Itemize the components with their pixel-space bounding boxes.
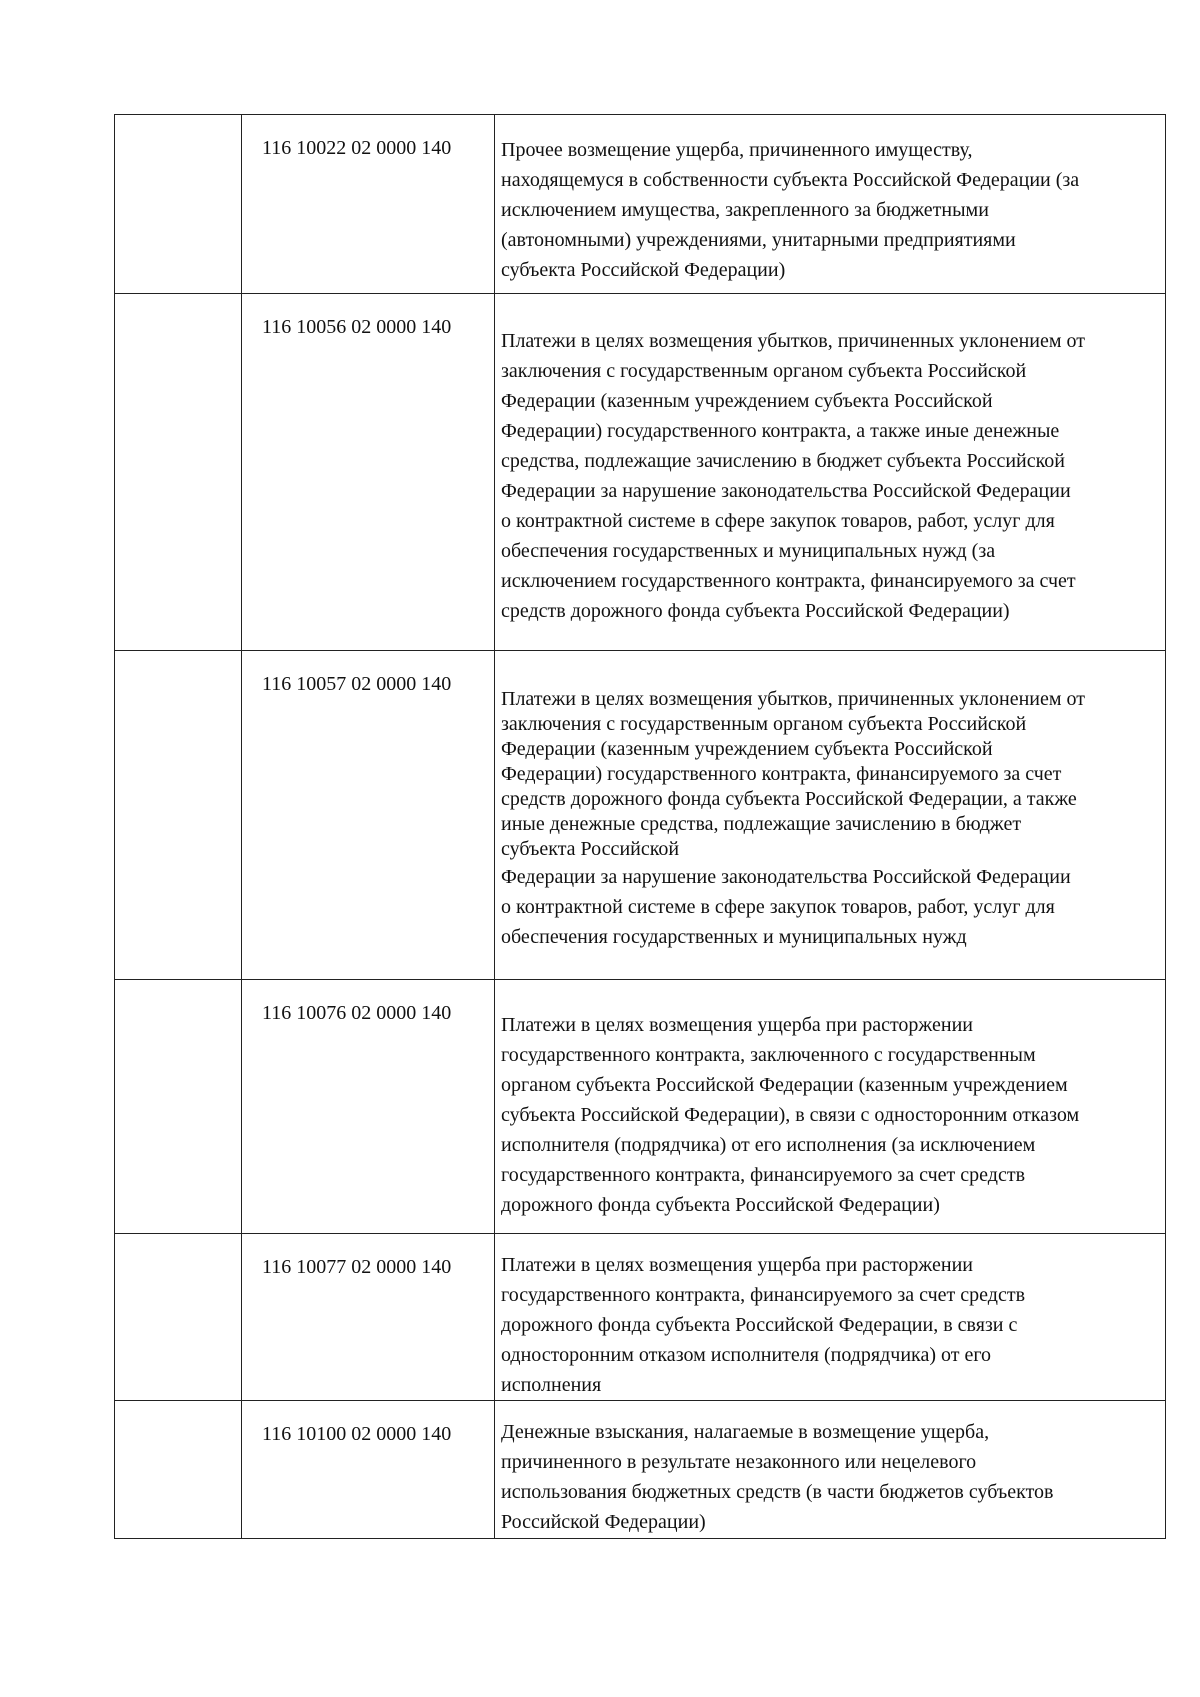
description-line: Федерации за нарушение законодательства Российской Федерации bbox=[501, 866, 1071, 888]
description-line: Платежи в целях возмещения убытков, причиненных уклонением от bbox=[501, 330, 1085, 352]
description-line: использования бюджетных средств (в части бюджетов субъектов bbox=[501, 1481, 1054, 1503]
description-cell bbox=[495, 980, 1166, 1234]
description bbox=[495, 862, 1165, 952]
description-line: государственного контракта, заключенного с государственным bbox=[501, 1044, 1036, 1066]
budget-code: 116 10077 02 0000 140 bbox=[262, 1256, 452, 1278]
empty-cell bbox=[115, 1234, 242, 1401]
description-line: дорожного фонда субъекта Российской Федерации) bbox=[501, 1194, 940, 1216]
code-cell bbox=[242, 651, 495, 980]
description-line: находящемуся в собственности субъекта Российской Федерации (за bbox=[501, 169, 1080, 191]
budget-code: 116 10076 02 0000 140 bbox=[262, 1002, 452, 1024]
empty-cell bbox=[115, 294, 242, 651]
description-line: обеспечения государственных и муниципальных нужд (за bbox=[501, 540, 996, 562]
description-line: субъекта Российской Федерации), в связи с односторонним отказом bbox=[501, 1104, 1080, 1126]
description-cell bbox=[495, 115, 1166, 294]
table-row bbox=[115, 1234, 1166, 1401]
description-line: исполнения bbox=[501, 1374, 602, 1396]
description bbox=[495, 1234, 1165, 1400]
description-line: Денежные взыскания, налагаемые в возмещение ущерба, bbox=[501, 1421, 990, 1443]
code-cell bbox=[242, 294, 495, 651]
description-line: органом субъекта Российской Федерации (казенным учреждением bbox=[501, 1074, 1068, 1096]
description-line: Платежи в целях возмещения ущерба при расторжении bbox=[501, 1254, 973, 1276]
description-line: заключения с государственным органом субъекта Российской bbox=[501, 360, 1027, 382]
description-line: государственного контракта, финансируемого за счет средств bbox=[501, 1164, 1026, 1186]
description-line: односторонним отказом исполнителя (подрядчика) от его bbox=[501, 1344, 992, 1366]
empty-cell bbox=[115, 651, 242, 980]
description-line: Федерации) государственного контракта, финансируемого за счет bbox=[501, 763, 1062, 785]
description-line: Федерации) государственного контракта, а также иные денежные bbox=[501, 420, 1060, 442]
description bbox=[495, 1401, 1165, 1537]
code-cell bbox=[242, 115, 495, 294]
code-cell bbox=[242, 1401, 495, 1539]
description-line: субъекта Российской Федерации) bbox=[501, 259, 786, 281]
description-line: о контрактной системе в сфере закупок товаров, работ, услуг для bbox=[501, 896, 1055, 918]
description-line: средств дорожного фонда субъекта Российской Федерации) bbox=[501, 600, 1010, 622]
description bbox=[495, 115, 1165, 285]
description-line: средства, подлежащие зачислению в бюджет субъекта Российской bbox=[501, 450, 1066, 472]
description bbox=[495, 651, 1165, 862]
description-line: исполнителя (подрядчика) от его исполнения (за исключением bbox=[501, 1134, 1036, 1156]
description-cell bbox=[495, 1234, 1166, 1401]
description-line: дорожного фонда субъекта Российской Федерации, в связи с bbox=[501, 1314, 1018, 1336]
code-cell bbox=[242, 1234, 495, 1401]
empty-cell bbox=[115, 1401, 242, 1539]
description-line: исключением государственного контракта, финансируемого за счет bbox=[501, 570, 1076, 592]
description-line: государственного контракта, финансируемого за счет средств bbox=[501, 1284, 1026, 1306]
description-line: Федерации (казенным учреждением субъекта Российской bbox=[501, 390, 993, 412]
budget-code: 116 10022 02 0000 140 bbox=[262, 137, 452, 159]
description-line: иные денежные средства, подлежащие зачислению в бюджет bbox=[501, 813, 1022, 835]
table-row bbox=[115, 651, 1166, 980]
description-line: (автономными) учреждениями, унитарными предприятиями bbox=[501, 229, 1016, 251]
description-cell bbox=[495, 1401, 1166, 1539]
table-row bbox=[115, 294, 1166, 651]
description-line: Российской Федерации) bbox=[501, 1511, 706, 1533]
budget-codes-table bbox=[114, 114, 1166, 1539]
code-cell bbox=[242, 980, 495, 1234]
description-line: Платежи в целях возмещения ущерба при расторжении bbox=[501, 1014, 973, 1036]
budget-code: 116 10100 02 0000 140 bbox=[262, 1423, 452, 1445]
description-line: Прочее возмещение ущерба, причиненного имуществу, bbox=[501, 139, 973, 161]
description-cell bbox=[495, 294, 1166, 651]
description bbox=[495, 294, 1165, 626]
empty-cell bbox=[115, 980, 242, 1234]
description-line: субъекта Российской bbox=[501, 838, 680, 860]
description bbox=[495, 980, 1165, 1220]
description-line: причиненного в результате незаконного или нецелевого bbox=[501, 1451, 977, 1473]
description-line: Федерации за нарушение законодательства Российской Федерации bbox=[501, 480, 1071, 502]
description-line: Федерации (казенным учреждением субъекта Российской bbox=[501, 738, 993, 760]
budget-code: 116 10056 02 0000 140 bbox=[262, 316, 452, 338]
description-line: обеспечения государственных и муниципальных нужд bbox=[501, 926, 967, 948]
description-line: исключением имущества, закрепленного за бюджетными bbox=[501, 199, 989, 221]
empty-cell bbox=[115, 115, 242, 294]
budget-code: 116 10057 02 0000 140 bbox=[262, 673, 452, 695]
description-cell bbox=[495, 651, 1166, 980]
description-line: о контрактной системе в сфере закупок товаров, работ, услуг для bbox=[501, 510, 1055, 532]
table-row bbox=[115, 980, 1166, 1234]
table-row bbox=[115, 115, 1166, 294]
table-row bbox=[115, 1401, 1166, 1539]
description-line: заключения с государственным органом субъекта Российской bbox=[501, 713, 1027, 735]
description-line: Платежи в целях возмещения убытков, причиненных уклонением от bbox=[501, 688, 1085, 710]
description-line: средств дорожного фонда субъекта Российской Федерации, а также bbox=[501, 788, 1077, 810]
